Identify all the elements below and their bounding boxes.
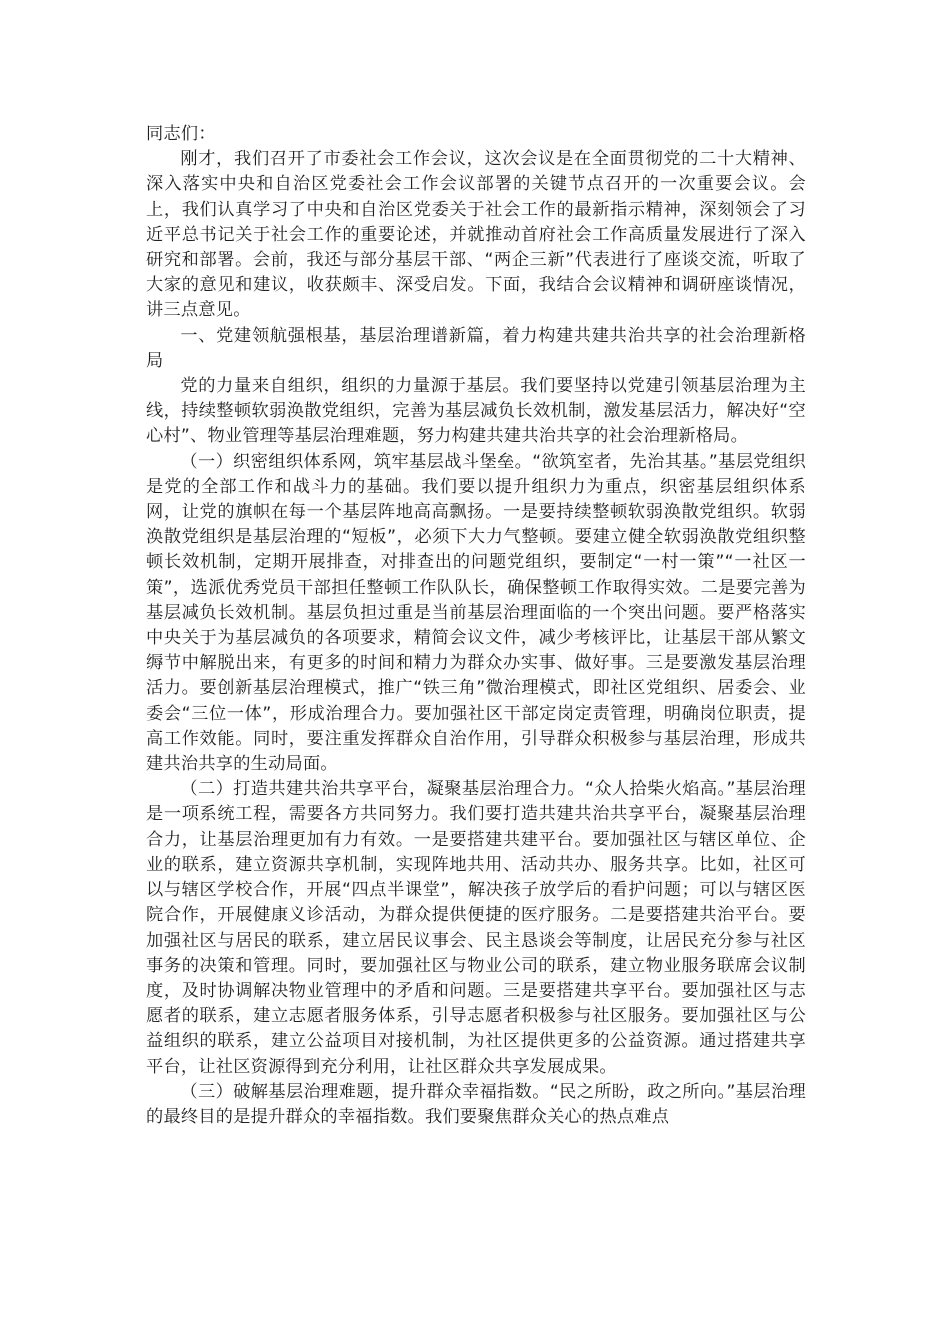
subsection-1-paragraph: （一）织密组织体系网，筑牢基层战斗堡垒。“欲筑室者，先治其基。”基层党组织是党的全部工作和战斗力的基础。我们要以提升组织力为重点，织密基层组织体系网，让党的旗帜在每一个基层阵地高高飘扬。一是要持续整顿软弱涣散党组织。软弱涣散党组织是基层治理的“短板”，必须下大力气整顿。要建立健全软弱涣散党组织整顿长效机制，定期开展排查，对排查出的问题党组织，要制定“一村一策”“一社区一策”，选派优秀党员干部担任整顿工作队队长，确保整顿工作取得实效。二是要完善为基层减负长效机制。基层负担过重是当前基层治理面临的一个突出问题。要严格落实中央关于为基层减负的各项要求，精简会议文件，减少考核评比，让基层干部从繁文缛节中解脱出来，有更多的时间和精力为群众办实事、做好事。三是要激发基层治理活力。要创新基层治理模式，推广“铁三角”微治理模式，即社区党组织、居委会、业委会“三位一体”，形成治理合力。要加强社区干部定岗定责管理，明确岗位职责，提高工作效能。同时，要注重发挥群众自治作用，引导群众积极参与基层治理，形成共建共治共享的生动局面。 (146, 451, 806, 775)
section-1-heading: 一、党建领航强根基，基层治理谱新篇，着力构建共建共治共享的社会治理新格局 (146, 325, 806, 371)
subsection-3-paragraph: （三）破解基层治理难题，提升群众幸福指数。“民之所盼，政之所向。”基层治理的最终目的是提升群众的幸福指数。我们要聚焦群众关心的热点难点 (146, 1081, 806, 1127)
speech-text-body (146, 122, 806, 1130)
salutation: 同志们： (146, 124, 216, 144)
subsection-2-paragraph: （二）打造共建共治共享平台，凝聚基层治理合力。“众人拾柴火焰高。”基层治理是一项系统工程，需要各方共同努力。我们要打造共建共治共享平台，凝聚基层治理合力，让基层治理更加有力有效。一是要搭建共建平台。要加强社区与辖区单位、企业的联系，建立资源共享机制，实现阵地共用、活动共办、服务共享。比如，社区可以与辖区学校合作，开展“四点半课堂”，解决孩子放学后的看护问题；可以与辖区医院合作，开展健康义诊活动，为群众提供便捷的医疗服务。二是要搭建共治平台。要加强社区与居民的联系，建立居民议事会、民主恳谈会等制度，让居民充分参与社区事务的决策和管理。同时，要加强社区与物业公司的联系，建立物业服务联席会议制度，及时协调解决物业管理中的矛盾和问题。三是要搭建共享平台。要加强社区与志愿者的联系，建立志愿者服务体系，引导志愿者积极参与社区服务。要加强社区与公益组织的联系，建立公益项目对接机制，为社区提供更多的公益资源。通过搭建共享平台，让社区资源得到充分利用，让社区群众共享发展成果。 (146, 779, 806, 1077)
opening-paragraph: 刚才，我们召开了市委社会工作会议，这次会议是在全面贯彻党的二十大精神、深入落实中央和自治区党委社会工作会议部署的关键节点召开的一次重要会议。会上，我们认真学习了中央和自治区党委关于社会工作的最新指示精神，深刻领会了习近平总书记关于社会工作的重要论述，并就推动首府社会工作高质量发展进行了深入研究和部署。会前，我还与部分基层干部、“两企三新”代表进行了座谈交流，听取了大家的意见和建议，收获颇丰、深受启发。下面，我结合会议精神和调研座谈情况，讲三点意见。 (146, 149, 806, 321)
section-1-intro-paragraph: 党的力量来自组织，组织的力量源于基层。我们要坚持以党建引领基层治理为主线，持续整顿软弱涣散党组织，完善为基层减负长效机制，激发基层活力，解决好“空心村”、物业管理等基层治理难题，努力构建共建共治共享的社会治理新格局。 (146, 376, 806, 447)
